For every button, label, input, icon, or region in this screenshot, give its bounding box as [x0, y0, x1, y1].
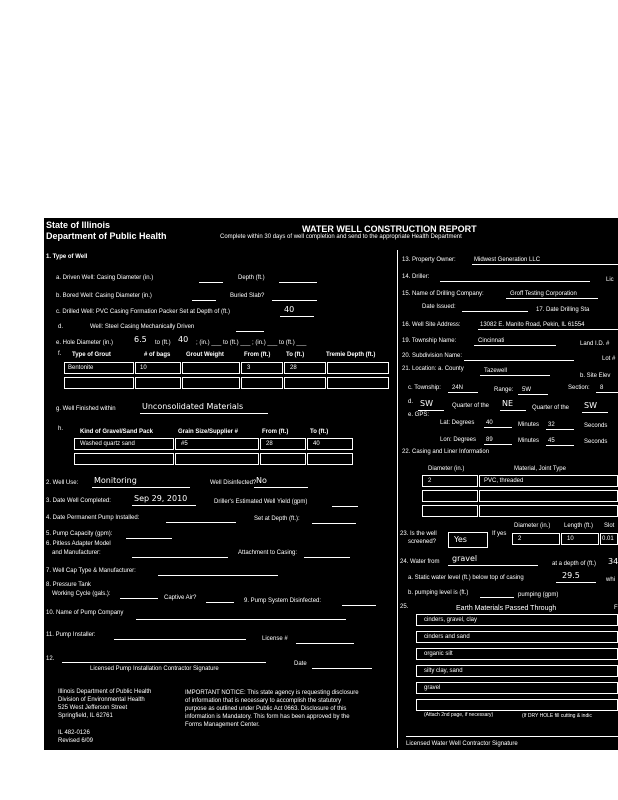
attach-page-note: (Attach 2nd page, if necessary): [424, 712, 494, 718]
screened-answer-value: Yes: [454, 535, 467, 544]
installer-license-line: [296, 643, 354, 644]
gps-label: e. GPS:: [408, 412, 430, 418]
pack-row2-cell: [175, 453, 259, 465]
driller-signature-caption: Licensed Water Well Contractor Signature: [406, 741, 518, 747]
attachment-label: Attachment to Casing:: [238, 550, 298, 556]
column-divider: [397, 250, 398, 748]
quarter-3-line: [582, 412, 608, 413]
earth-row-2-value: cinders and sand: [424, 634, 470, 640]
well-finished-value: Unconsolidated Materials: [142, 402, 244, 411]
date-completed-line: [132, 505, 196, 506]
steel-casing-line: [236, 331, 264, 332]
section-label: Section:: [568, 385, 590, 391]
static-water-label: a. Static water level (ft.) below top of casing: [408, 575, 524, 581]
longitude-degrees-line: [484, 444, 512, 445]
bored-well-label: b. Bored Well: Casing Diameter (in.): [56, 293, 152, 299]
earth-row: [416, 682, 618, 694]
quarter-1-value: SW: [420, 399, 433, 408]
set-depth-label: Set at Depth (ft.):: [254, 516, 300, 522]
buried-slab-label: Buried Slab?: [230, 293, 265, 299]
township-name-value: Cincinnati: [478, 338, 505, 344]
captive-air-line: [206, 602, 234, 603]
well-site-address-line: [478, 329, 618, 330]
latitude-degrees-line: [484, 427, 512, 428]
static-water-tail: whi: [606, 577, 616, 583]
hole-diameter-label: e. Hole Diameter (in.): [56, 340, 114, 346]
pump-installer-label: 11. Pump Installer:: [46, 632, 96, 638]
latitude-minutes-line: [546, 429, 574, 430]
well-use-line: [92, 487, 190, 488]
notice-line-2: of information that is necessary to accomplish the statutory: [185, 698, 342, 704]
grout-row2-cell: [64, 377, 134, 389]
pack-kind-header: Kind of Gravel/Sand Pack: [80, 429, 154, 435]
casing-material-header: Material, Joint Type: [514, 466, 566, 472]
estimated-yield-label: Driller's Estimated Well Yield (gpm): [214, 499, 308, 505]
attachment-line: [304, 557, 350, 558]
driven-depth-label: Depth (ft.): [238, 275, 265, 281]
hole-diameter-tail: ; (in.) ___ to (ft.) ___ ; (in.) ___ to (ft.) ___: [196, 340, 307, 346]
static-water-line: [556, 582, 596, 583]
pump-disinfected-label: 9. Pump System Disinfected:: [244, 598, 322, 604]
well-finished-line: [140, 413, 268, 414]
installer-license-label: License #: [262, 636, 288, 642]
earth-row-3-value: organic silt: [424, 651, 453, 657]
pitless-adapter-label: 6. Pitless Adapter Model: [46, 541, 111, 547]
pressure-tank-label: 8. Pressure Tank: [46, 582, 91, 588]
county-line: [480, 375, 550, 376]
quarter-of-label-1: Quarter of the: [452, 403, 490, 409]
pump-signature-caption: Licensed Pump Installation Contractor Signature: [90, 666, 219, 672]
property-owner-line: [472, 264, 618, 265]
notice-line-4: information is Mandatory. This form has been approved by the: [185, 714, 350, 720]
earth-materials-tail: F: [614, 605, 618, 611]
lot-label: Lot #: [602, 356, 616, 362]
signature-date-label: Date: [294, 661, 307, 667]
date-completed-label: 3. Date Well Completed:: [46, 498, 111, 504]
screen-slot-header: Slot: [604, 523, 615, 529]
grout-to-header: To (ft.): [286, 352, 305, 358]
quarter-3-value: SW: [584, 401, 597, 410]
driller-label: 14. Driller:: [402, 274, 430, 280]
subdivision-line: [464, 360, 574, 361]
date-completed-value: Sep 29, 2010: [134, 494, 188, 503]
notice-line-1: IMPORTANT NOTICE: This state agency is requesting disclosure: [185, 690, 359, 696]
driller-license-label: Lic: [606, 277, 614, 283]
working-cycle-line: [120, 598, 158, 599]
packer-depth-value: 40: [284, 305, 295, 314]
well-use-label: 2. Well Use:: [46, 480, 79, 486]
hole-to-label: to (ft.): [155, 340, 171, 346]
report-title: WATER WELL CONSTRUCTION REPORT: [302, 224, 477, 234]
form-number: IL 482-0126: [58, 730, 90, 736]
township-value: 24N: [452, 385, 464, 391]
pumping-level-line: [480, 597, 514, 598]
well-use-value: Monitoring: [94, 476, 137, 485]
pack-row2-cell: [307, 453, 353, 465]
well-site-address-label: 16. Well Site Address:: [402, 322, 461, 328]
subdivision-label: 20. Subdivision Name:: [402, 353, 463, 359]
casing-diameter-header: Diameter (in.): [428, 466, 465, 472]
form-revised: Revised 6/09: [58, 738, 94, 744]
state-title: State of Illinois: [46, 220, 111, 230]
grout-weight-cell: [182, 362, 240, 374]
address-line-1: Illinois Department of Public Health: [58, 689, 152, 695]
working-cycle-label: Working Cycle (gals.):: [52, 591, 111, 597]
pack-grain-value: #5: [181, 441, 188, 447]
item-h-label: h.: [58, 426, 64, 432]
driven-diameter-line: [199, 282, 223, 283]
grout-row2-cell: [182, 377, 240, 389]
water-from-label: 24. Water from: [400, 559, 440, 565]
casing-row2-cell: [479, 490, 618, 502]
county-value: Tazewell: [484, 368, 508, 374]
pack-row2-cell: [74, 453, 174, 465]
latitude-degrees-value: 40: [486, 420, 493, 426]
earth-materials-title: Earth Materials Passed Through: [456, 605, 557, 612]
land-id-label: Land I.D. #: [580, 341, 610, 347]
earth-row-4-value: silty clay, sand: [424, 668, 463, 674]
pack-kind-value: Washed quartz sand: [80, 441, 135, 447]
quarter-2-line: [500, 410, 526, 411]
captive-air-label: Captive Air?: [164, 595, 197, 601]
pitless-manufacturer-line: [132, 557, 228, 558]
casing-row3-cell: [479, 505, 618, 517]
earth-materials-number: 25.: [400, 604, 409, 610]
drilling-company-line: [506, 298, 598, 299]
department-title: Department of Public Health: [46, 231, 167, 241]
driller-line: [440, 281, 590, 282]
earth-row-1-value: cinders, gravel, clay: [424, 617, 478, 623]
grout-row2-cell: [135, 377, 181, 389]
well-disinfected-label: Well Disinfected?: [210, 480, 257, 486]
pump-installer-line: [114, 639, 246, 640]
grout-from-header: From (ft.): [244, 352, 271, 358]
grout-tremie-header: Tremie Depth (ft.): [326, 352, 376, 358]
pumping-gpm-label: pumping (gpm): [518, 592, 559, 598]
grout-bags-value: 10: [140, 365, 147, 371]
screen-length-value: 10: [567, 536, 574, 542]
notice-line-3: purpose as outlined under Public Act 0663. Disclosure of this: [185, 706, 347, 712]
longitude-minutes-value: 45: [548, 438, 555, 444]
drilling-company-value: Groff Testing Corporation: [510, 291, 577, 297]
date-drilling-started-label: 17. Date Drilling Sta: [536, 307, 590, 313]
grout-tremie-cell: [327, 362, 389, 374]
screen-length-header: Length (ft.): [564, 523, 594, 529]
well-report-form: [44, 218, 618, 750]
pack-grain-header: Grain Size/Supplier #: [178, 429, 239, 435]
pump-company-label: 10. Name of Pump Company: [46, 610, 124, 616]
casing-row2-cell: [422, 490, 478, 502]
well-site-address-value: 13082 E. Manito Road, Pekin, IL 61554: [480, 322, 585, 328]
section-value: 8: [600, 385, 604, 391]
township-name-line: [474, 345, 556, 346]
pack-from-header: From (ft.): [262, 429, 289, 435]
longitude-label: Lon: Degrees: [440, 437, 477, 443]
hole-diameter-value: 6.5: [134, 335, 147, 344]
driller-signature-line: [406, 736, 618, 737]
pack-to-value: 40: [313, 441, 320, 447]
casing-info-label: 22. Casing and Liner Information: [402, 449, 490, 455]
pump-capacity-line: [126, 538, 172, 539]
grout-row2-cell: [284, 377, 326, 389]
longitude-minutes-line: [546, 445, 574, 446]
pack-to-header: To (ft.): [310, 429, 329, 435]
item-d-label: d.: [58, 324, 64, 330]
item-f-label: f.: [58, 351, 62, 357]
casing-row3-cell: [422, 505, 478, 517]
drilled-well-label: c. Drilled Well: PVC Casing Formation Packer Set at Depth of (ft.): [56, 309, 230, 315]
quarter-d-label: d.: [408, 399, 414, 405]
latitude-minutes-label: Minutes: [518, 422, 540, 428]
longitude-degrees-value: 89: [486, 437, 493, 443]
property-owner-value: Midwest Generation LLC: [474, 257, 541, 263]
hole-to-value: 40: [178, 335, 189, 344]
grout-bags-header: # of bags: [144, 352, 171, 358]
water-depth-label: at a depth of (ft.): [552, 561, 597, 567]
screen-diameter-header: Diameter (in.): [514, 523, 551, 529]
address-line-3: 525 West Jefferson Street: [58, 705, 128, 711]
driven-depth-line: [279, 282, 317, 283]
casing-material-value: PVC, threaded: [484, 478, 524, 484]
screen-diameter-value: 2: [518, 536, 522, 542]
grout-row2-cell: [327, 377, 389, 389]
grout-type-value: Bentonite: [68, 365, 94, 371]
pack-row2-cell: [260, 453, 306, 465]
grout-row2-cell: [241, 377, 283, 389]
grout-from-value: 3: [247, 365, 251, 371]
report-subtitle: Complete within 30 days of well completion and send to the appropriate Health Department: [220, 234, 462, 240]
pump-disinfected-line: [342, 605, 376, 606]
grout-to-value: 28: [290, 365, 297, 371]
address-line-2: Division of Environmental Health: [58, 697, 145, 703]
quarter-of-label-2: Quarter of the: [532, 405, 570, 411]
screen-slot-value: 0.01: [602, 536, 614, 542]
township-label: c. Township:: [408, 385, 441, 391]
date-issued-line: [462, 311, 528, 312]
well-disinfected-value: No: [256, 476, 267, 485]
well-cap-line: [158, 575, 278, 576]
pump-capacity-label: 5. Pump Capacity (gpm):: [46, 531, 113, 537]
longitude-minutes-label: Minutes: [518, 438, 540, 444]
township-line: [448, 392, 478, 393]
range-value: 5W: [522, 387, 531, 393]
property-owner-label: 13. Property Owner:: [402, 257, 456, 263]
item-12-label: 12.: [46, 656, 55, 662]
quarter-1-line: [418, 410, 444, 411]
township-name-label: 19. Township Name:: [402, 338, 457, 344]
earth-row: [416, 699, 618, 711]
dry-hole-note: (If DRY HOLE fill cutting & indic: [522, 713, 592, 719]
grout-weight-header: Grout Weight: [186, 352, 224, 358]
static-water-value: 29.5: [562, 571, 580, 580]
pitless-manufacturer-label: and Manufacturer:: [52, 550, 101, 556]
grout-type-header: Type of Grout: [72, 352, 111, 358]
location-county-label: 21. Location: a. County: [402, 366, 464, 372]
signature-date-line: [312, 668, 372, 669]
well-screened-label-2: screened?: [408, 539, 437, 545]
notice-line-5: Forms Management Center.: [185, 722, 260, 728]
range-line: [518, 394, 548, 395]
section-1-label: 1. Type of Well: [46, 254, 88, 260]
latitude-minutes-value: 32: [548, 422, 555, 428]
steel-casing-label: Well: Steel Casing Mechanically Driven: [90, 324, 195, 330]
pump-company-line: [136, 619, 346, 620]
estimated-yield-line: [332, 506, 358, 507]
address-line-4: Springfield, IL 62761: [58, 713, 113, 719]
buried-slab-line: [272, 300, 317, 301]
well-disinfected-line: [254, 487, 308, 488]
well-cap-label: 7. Well Cap Type & Manufacturer:: [46, 568, 136, 574]
if-yes-label: If yes: [492, 531, 507, 537]
earth-row-5-value: gravel: [424, 685, 441, 691]
packer-depth-line: [280, 316, 314, 317]
pump-signature-line: [62, 662, 266, 663]
latitude-label: Lat: Degrees: [440, 420, 475, 426]
well-finished-label: g. Well Finished within: [56, 406, 116, 412]
date-issued-label: Date Issued:: [422, 304, 456, 310]
site-elevation-label: b. Site Elev: [580, 373, 611, 379]
longitude-seconds-label: Seconds: [584, 439, 608, 445]
pumping-level-label: b. pumping level is (ft.): [408, 590, 469, 596]
casing-diameter-value: 2: [428, 478, 432, 484]
bored-diameter-line: [192, 300, 216, 301]
set-depth-line: [312, 523, 356, 524]
section-line: [596, 392, 618, 393]
latitude-seconds-label: Seconds: [584, 423, 608, 429]
water-from-line: [448, 565, 538, 566]
quarter-2-value: NE: [502, 399, 514, 408]
driven-well-label: a. Driven Well: Casing Diameter (in.): [56, 275, 154, 281]
pack-from-value: 28: [266, 441, 273, 447]
pump-installed-line: [166, 522, 236, 523]
water-depth-value: 34: [608, 557, 618, 566]
drilling-company-label: 15. Name of Drilling Company:: [402, 291, 484, 297]
pump-installed-label: 4. Date Permanent Pump Installed:: [46, 515, 140, 521]
range-label: Range:: [494, 387, 514, 393]
well-screened-label: 23. Is the well: [400, 531, 437, 537]
water-from-value: gravel: [452, 554, 478, 563]
